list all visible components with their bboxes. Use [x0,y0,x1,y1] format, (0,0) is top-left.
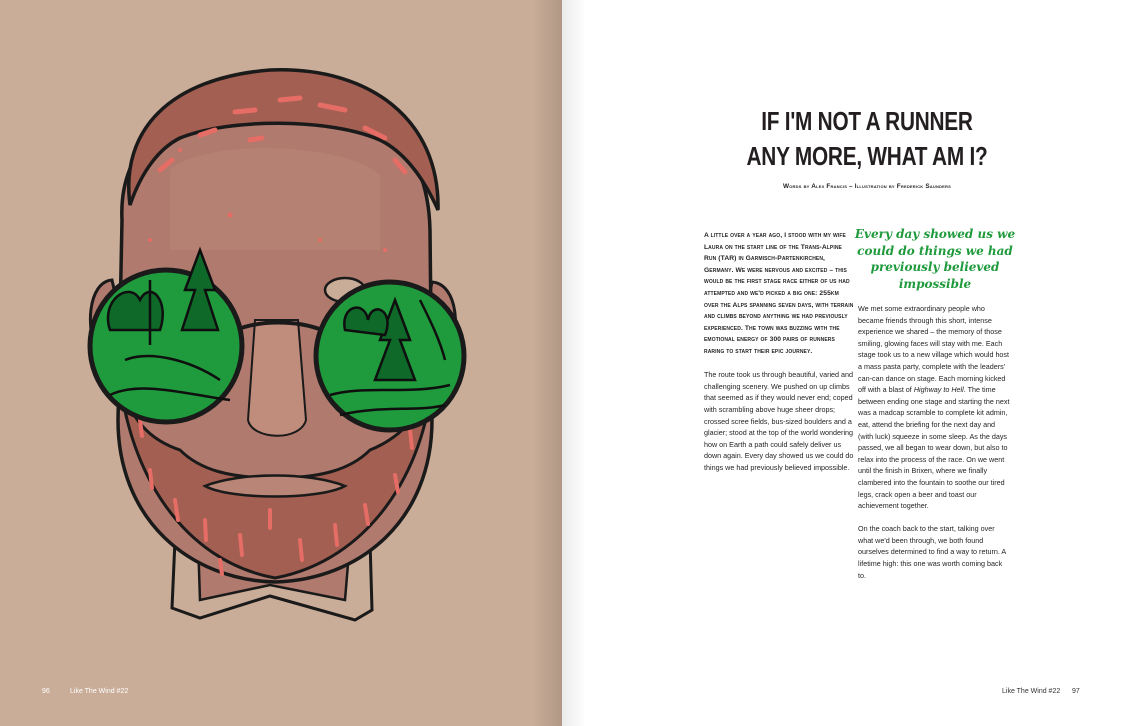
left-folio-magazine: Like The Wind #22 [70,688,129,695]
song-title: Highway to Hell [913,385,964,395]
byline: Words by Alex Francis – Illustration by Frederick Saunders [783,183,951,190]
paragraph-3-part-b: . The time between ending one stage and starting the next was a madcap scramble to complete kit admin, eat, attend the briefing for the next day and (with luck) squeeze in some sleep. As the days passed, we all began to wear down, but also to relax into the process of the race. On we went until the finish in Brixen, where we finally clambered into the fountain to soothe our tired legs, crack open a beer and toast our achievement together. [858,385,1010,511]
paragraph-3 [858,303,1010,512]
nose [248,320,306,436]
right-page [562,0,1123,726]
paragraph-4: On the coach back to the start, talking over what we'd been through, we both found ourselves determined to find a way to return. A lifetime high: this one was worth coming back to. [858,524,1006,580]
paragraph-3-part-a: We met some extraordinary people who became friends through this short, intense experience we shared – the memory of those smiling, glowing faces will stay with me. Each stage took us to a new village which would host a mass pasta party, complete with the leaders' can-can dance on stage. Each morning kicked off with a blast of [858,304,1010,395]
lede-paragraph: A little over a year ago, I stood with my wife Laura on the start line of the Trans-Alpine Run (TAR) in Garmisch-Partenkirchen, Germany. We were nervous and excited – this would be the first stage race either of us had attempted and we'd picked a big one: 255km over the Alps spanning seven days, with terrain and climbs beyond anything we had previously experienced. The town was buzzing with the emotional energy of 300 pairs of runners raring to start their epic journey. [704,232,854,355]
paragraph-2: The route took us through beautiful, varied and challenging scenery. We pushed on up climbs that seemed as if they would never end; coped with scrambling above huge sheer drops; crossed scree fields, bus-sized boulders and a glacier; stood at the top of the world wondering how on Earth a path could safely deliver us down again. Every day showed us we could do things we had previously believed impossible. [704,370,854,472]
column-1 [704,230,854,485]
right-folio-magazine: Like The Wind #22 [1002,688,1061,695]
right-folio-number: 97 [1072,688,1080,695]
article-title [731,104,1003,174]
title-line-2: ANY MORE, WHAT AM I? [746,141,988,171]
column-2 [858,303,1010,593]
left-folio-number: 96 [42,688,50,695]
pull-quote: Every day showed us we could do things we had previously believed impossible [854,227,1016,291]
title-line-1: IF I'M NOT A RUNNER [761,106,973,136]
mouth [205,476,345,497]
